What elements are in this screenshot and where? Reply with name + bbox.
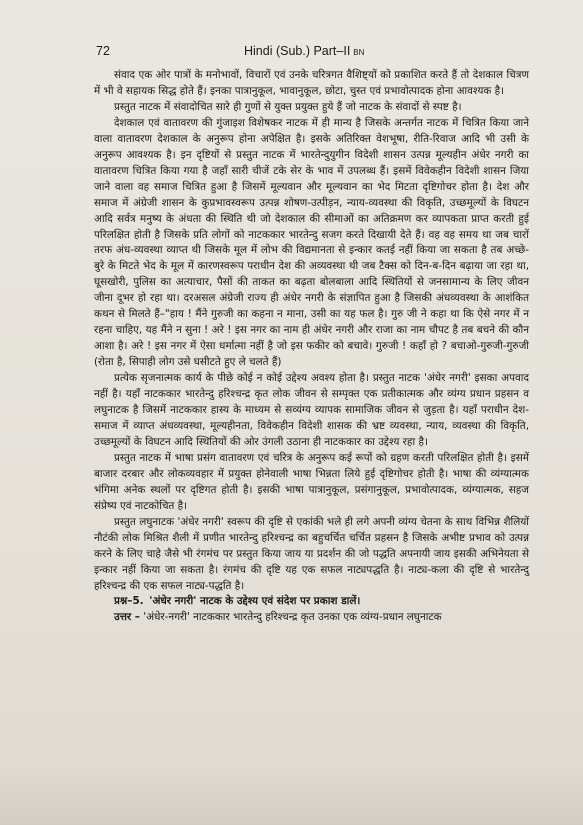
paragraph-dialogue: संवाद एक ओर पात्रों के मनोभावों, विचारों एवं उनके चरित्रगत वैशिष्ट्यों को प्रकाशित करते हैं तो देशकाल चित्रण में भी वे सहायक सिद्ध होते हैं। इनका पात्रानुकूल, भावानुकूल, छोटा, चुस्त एवं प्रभावोत्पादक होना आवश्यक है। [94, 69, 529, 97]
answer-label: उत्तर – [114, 611, 140, 624]
paragraph-setting: देशकाल एवं वातावरण की गुंजाइश विशेषकर नाटक में ही मान्य है जिसके अन्तर्गत नाटक में चित्रित किया जाने वाला वातावरण देशकाल के अनुरूप होना अपेक्षित है। इसके अतिरिक्त वेशभूषा, रीति-रिवाज आदि भी उसी के अनुरूप आवश्यक है। इन दृष्टियों से प्रस्तुत नाटक में भारतेन्दुयुगीन विदेशी शासन उत्पन्न मूल्यहीन अंधेर नगरी का वातावरण चित्रित किया गया है जहाँ सारी चीजें टके सेर के भाव में उपलब्ध हैं। इसमें विवेकहीन विदेशी शासन जिया जाने वाला वह समाज चित्रित हुआ है जिसमें मूल्यवान और मूल्यवान का भेद मिटता दृष्टिगोचर होता है। देश और समाज में अंग्रेजी शासन के कुप्रभावस्वरूप उत्पन्न शोषण-उत्पीड़न, न्याय-व्यवस्था की विकृति, उच्छमूल्यों के विघटन आदि सर्वत्र मनुष्य के अंधता की स्थिति थी जो देशकाल की सीमाओं का अतिक्रमण कर व्यापकता प्राप्त करती हुई परिलक्षित होती है जिसके प्रति लोगों को नाटककार भारतेन्दु सजग करते दिखायी देते हैं। वह वह समय था जब चारों तरफ अंध-व्यवस्था व्याप्त थी जिसके मूल में लोभ की विद्यमानता से इन्कार कतई नहीं किया जा सकता है तब अच्छे-बुरे के मिटते भेद के मूल में कारणस्वरूप पराधीन देश की अव्यवस्था थी जब टैक्स को दिन-ब-दिन बढ़ाया जा रहा था, घूसखोरी, पुलिस का अत्याचार, पैसों की ताकत का बढ़ता बोलबाला आदि स्थितियों से जनसामान्य के लिए जीवन जीना दूभर हो रहा था। दरअसल अंग्रेजी राज्य ही अंधेर नगरी के संज्ञापित हुआ है जिसकी अंधव्यवस्था के आशंकित कथन से मिलते हैं–"हाय ! मैंने गुरुजी का कहना न माना, उसी का यह फल है। गुरु जी ने कहा था कि ऐसे नगर में न रहना चाहिए, यह मैंने न सुना ! अरे ! इस नगर का नाम ही अंधेर नगरी और राजा का नाम चौपट है तब बचने की कौन आशा है। अरे ! इस नगर में ऐसा धर्मात्मा नहीं है जो इस फकीर को बचावे। गुरुजी ! कहाँ हो ? बचाओ-गुरुजी-गुरुजी (रोता है, सिपाही लोग उसे घसीटते हुए ले चलते हैं) [94, 116, 529, 369]
page-shadow [0, 765, 583, 825]
answer-text: 'अंधेर-नगरी' नाटककार भारतेन्दु हरिश्चन्द्र कृत उनका एक व्यंग्य-प्रधान लघुनाटक [143, 611, 442, 624]
paragraph-language: प्रस्तुत नाटक में भाषा प्रसंग वातावरण एवं चरित्र के अनुरूप कई रूपों को ग्रहण करती परिलक्षित होती है। इसमें बाजार दरबार और लोकव्यवहार में प्रयुक्त होनेवाली भाषा भिन्नता लिये हुई दृष्टिगोचर होती है। भाषा की व्यंग्यात्मक भंगिमा अनेक स्थलों पर दृष्टिगत होती है। इसकी भाषा पात्रानुकूल, प्रसंगानुकूल, प्रभावोत्पादक, व्यंग्यात्मक, सहज संप्रेष्य एवं नाटकोचित है। [94, 451, 529, 512]
question-text: 'अंधेर नगरी' नाटक के उद्देश्य एवं संदेश पर प्रकाश डालें। [149, 595, 361, 608]
running-title-text: Hindi (Sub.) Part–II [244, 44, 351, 58]
paragraph-dialogue-summary: प्रस्तुत नाटक में संवादोचित सारे ही गुणों से युक्त प्रयुक्त हुये हैं जो नाटक के संवादों से स्पष्ट है। [114, 100, 462, 113]
page-number: 72 [96, 44, 110, 58]
question-label: प्रश्न–5. [114, 595, 144, 608]
answer-paragraph [94, 610, 529, 626]
page-header [96, 44, 523, 64]
body-text [94, 68, 529, 626]
running-title [244, 44, 364, 58]
paragraph-purpose: प्रत्येक सृजनात्मक कार्य के पीछे कोई न कोई उद्देश्य अवश्य होता है। प्रस्तुत नाटक 'अंधेर नगरी' इसका अपवाद नहीं है। यहाँ नाटककार भारतेन्दु हरिश्चन्द्र कृत लोक जीवन से सम्पृक्त एक प्रतीकात्मक और व्यंग्य प्रधान प्रहसन व लघुनाटक है जिसमें नाटककार हास्य के माध्यम से सव्यंग्य व्यापक सामाजिक जीवन से जुड़ता है। यहाँ पराधीन देश-समाज में व्याप्त अंधव्यवस्था, मूल्यहीनता, विवेकहीन विदेशी शासक की भ्रष्ट व्यवस्था, न्याय, व्यवस्था की विकृति, उच्छमूल्यों के विघटन आदि स्थितियों की ओर उंगली उठाना ही नाटककार का उद्देश्य रहा है। [94, 372, 529, 448]
question-heading [94, 594, 529, 610]
paragraph-staging: प्रस्तुत लघुनाटक 'अंधेर नगरी' स्वरूप की दृष्टि से एकांकी भले ही लगे अपनी व्यंग्य चेतना के साथ विभिन्न शैलियों नौटंकी लोक मिश्रित शैली में प्रणीत भारतेन्दु हरिश्चन्द्र का बहुचर्चित चर्चित प्रहसन है जिसके अभीष्ट प्रभाव को उत्पन्न करने के लिए चाहे जैसे भी रंगमंच पर प्रस्तुत किया जाय या प्रदर्शन की जो पद्धति अपनायी जाय इसकी अभिनेयता से इन्कार नहीं किया जा सकता है। रंगमंच की दृष्टि यह एक सफल नाट्यपद्धति है। नाट्य-कला की दृष्टि से भारतेन्दु हरिश्चन्द्र की एक सफल नाट्य-पद्धति है। [94, 515, 529, 592]
running-title-suffix: BN [353, 48, 365, 57]
